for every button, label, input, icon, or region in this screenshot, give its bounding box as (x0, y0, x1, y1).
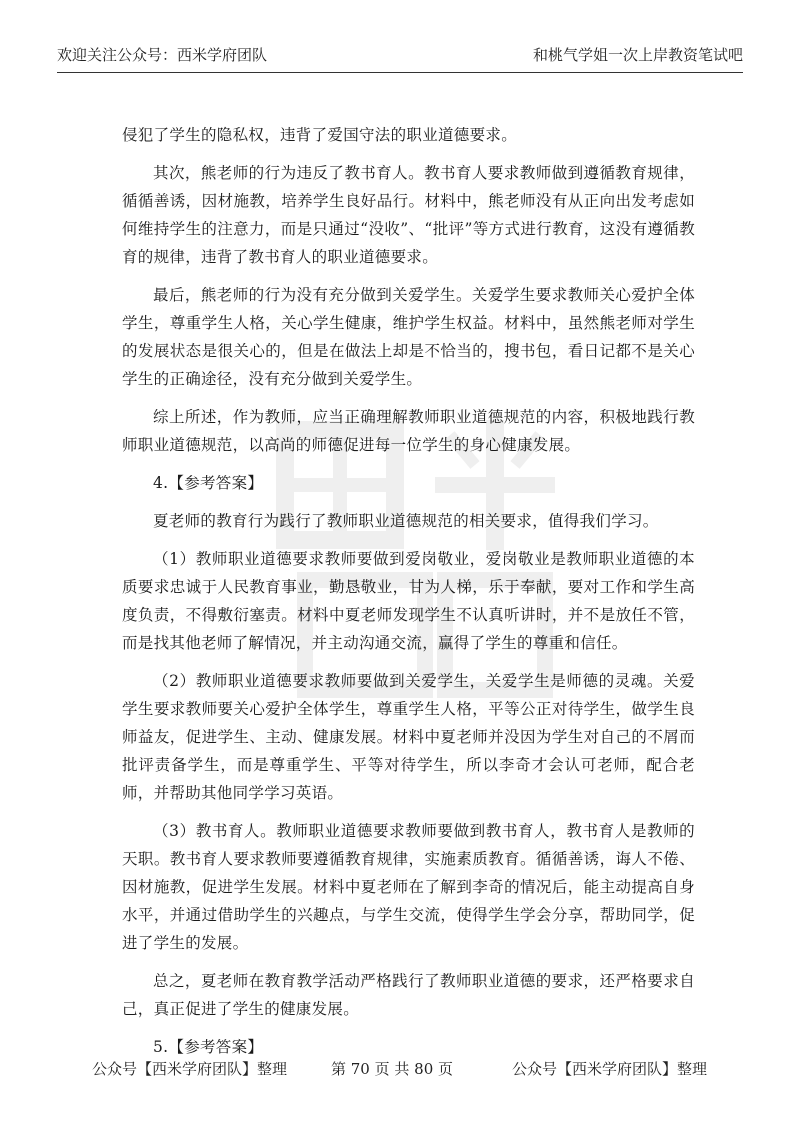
paragraph: 综上所述，作为教师，应当正确理解教师职业道德规范的内容，积极地践行教师职业道德规范，以高尚的师德促进每一位学生的身心健康发展。 (122, 408, 695, 454)
footer-right-text: 公众号【西米学府团队】整理 (512, 1060, 708, 1078)
header-left-text: 欢迎关注公众号：西米学府团队 (57, 46, 268, 64)
paragraph: （2）教师职业道德要求教师要做到关爱学生，关爱学生是师德的灵魂。关爱学生要求教师要关心爱护全体学生，尊重学生人格，平等公正对待学生，做学生良师益友，促进学生、主动、健康发展。材料中夏老师并没因为学生对自己的不屑而批评责备学生，而是尊重学生、平等对待学生，所以李奇才会认可老师，配合老师，并帮助其他同学学习英语。 (122, 672, 695, 802)
section-heading: 5.【参考答案】 (153, 1038, 264, 1056)
paragraph: 夏老师的教育行为践行了教师职业道德规范的相关要求，值得我们学习。 (153, 512, 659, 530)
header-right-text: 和桃气学姐一次上岸教资笔试吧 (532, 46, 743, 64)
page-number: 第 70 页 共 80 页 (331, 1060, 454, 1078)
document-body (122, 121, 695, 1071)
header-divider (57, 72, 743, 73)
page-header (57, 44, 743, 70)
paragraph: （3）教书育人。教师职业道德要求教师要做到教书育人，教书育人是教师的天职。教书育人要求教师要遵循教育规律，实施素质教育。循循善诱，诲人不倦、因材施教，促进学生发展。材料中夏老师在了解到李奇的情况后，能主动提高自身水平，并通过借助学生的兴趣点，与学生交流，使得学生学会分享，帮助同学，促进了学生的发展。 (122, 822, 695, 952)
footer-left-text: 公众号【西米学府团队】整理 (92, 1060, 288, 1078)
paragraph: 最后，熊老师的行为没有充分做到关爱学生。关爱学生要求教师关心爱护全体学生，尊重学生人格，关心学生健康，维护学生权益。材料中，虽然熊老师对学生的发展状态是很关心的，但是在做法上却是不恰当的，搜书包，看日记都不是关心学生的正确途径，没有充分做到关爱学生。 (122, 286, 695, 388)
page-footer (0, 1058, 800, 1082)
paragraph: 侵犯了学生的隐私权，违背了爱国守法的职业道德要求。 (122, 126, 518, 144)
paragraph: 总之，夏老师在教育教学活动严格践行了教师职业道德的要求，还严格要求自己，真正促进了学生的健康发展。 (122, 972, 695, 1018)
section-heading: 4.【参考答案】 (153, 474, 264, 492)
paragraph: （1）教师职业道德要求教师要做到爱岗敬业，爱岗敬业是教师职业道德的本质要求忠诚于人民教育事业，勤恳敬业，甘为人梯，乐于奉献，要对工作和学生高度负责，不得敷衍塞责。材料中夏老师发现学生不认真听讲时，并不是放任不管，而是找其他老师了解情况，并主动沟通交流，赢得了学生的尊重和信任。 (122, 550, 695, 652)
paragraph: 其次，熊老师的行为违反了教书育人。教书育人要求教师做到遵循教育规律，循循善诱，因材施教，培养学生良好品行。材料中，熊老师没有从正向出发考虑如何维持学生的注意力，而是只通过“没收”、“批评”等方式进行教育，这没有遵循教育的规律，违背了教书育人的职业道德要求。 (122, 164, 695, 266)
